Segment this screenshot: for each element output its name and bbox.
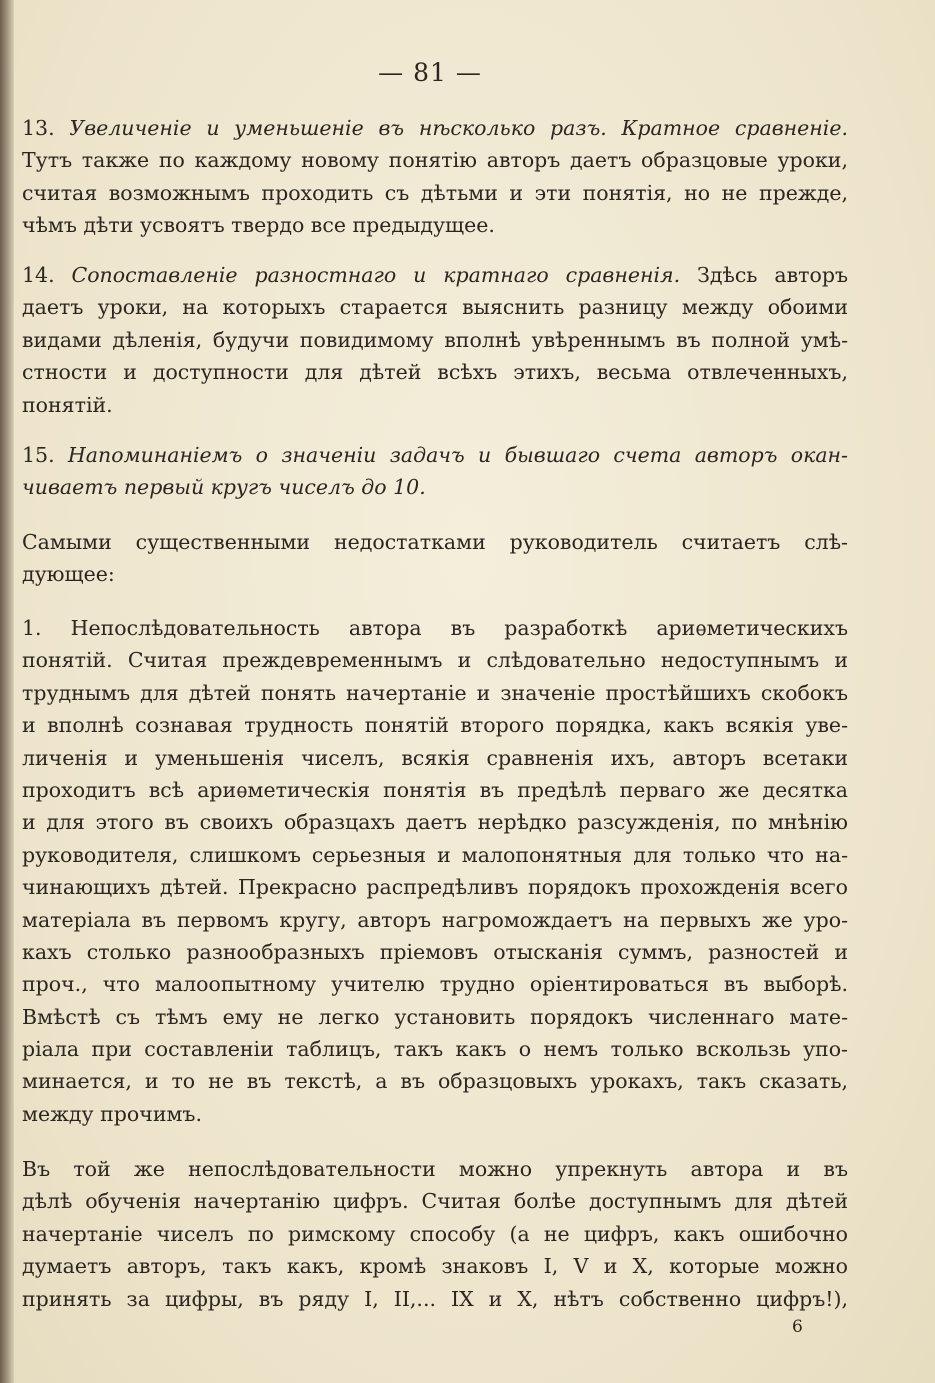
text-line xyxy=(22,839,848,871)
binding-edge xyxy=(0,0,14,1383)
text-line xyxy=(22,1065,848,1097)
text-segment: Тутъ также по каждому новому понятiю авторъ даетъ образцовые уроки, xyxy=(22,148,848,173)
page-number: — 81 — xyxy=(378,58,482,87)
text-line xyxy=(22,389,848,421)
text-segment: рiала при составленiи таблицъ, такъ какъ о немъ только вскользь упо- xyxy=(22,1037,848,1062)
text-segment: чинающихъ дѣтей. Прекрасно распредѣливъ порядокъ прохожденiя всего xyxy=(22,875,848,900)
text-line xyxy=(22,774,848,806)
text-segment: и для этого въ своихъ образцахъ даетъ нерѣдко разсужденiя, по мнѣнiю xyxy=(22,810,848,835)
text-segment: и вполнѣ сознавая трудность понятiй второго порядка, какъ всякiя уве- xyxy=(22,713,848,738)
text-line xyxy=(22,1218,848,1250)
text-line xyxy=(22,677,848,709)
text-line xyxy=(22,1033,848,1065)
text-segment: дующее: xyxy=(22,562,115,587)
text-segment: Вмѣстѣ съ тѣмъ ему не легко установить порядокъ численнаго мате- xyxy=(22,1004,848,1029)
text-segment: между прочимъ. xyxy=(22,1101,202,1126)
italic-text: чиваетъ первый кругъ чиселъ до 10. xyxy=(22,475,426,500)
text-line xyxy=(22,1153,848,1185)
text-segment: 1. Непослѣдовательность автора въ разработкѣ ариѳметическихъ xyxy=(22,616,848,640)
text-segment: руководителя, слишкомъ серьезныя и малопонятныя для только что на- xyxy=(22,842,848,867)
text-line xyxy=(22,936,848,968)
text-segment: начертанiе чиселъ по римскому способу (а не цифръ, какъ ошибочно xyxy=(22,1221,848,1246)
text-segment: минается, и то не въ текстѣ, а въ образцовыхъ урокахъ, такъ сказать, xyxy=(22,1069,848,1094)
text-line xyxy=(22,1001,848,1033)
text-line xyxy=(22,439,848,471)
text-line xyxy=(22,644,848,676)
text-line xyxy=(22,291,848,323)
text-segment: проходитъ всѣ ариѳметическiя понятiя въ предѣлѣ перваго же десятка xyxy=(22,777,848,802)
text-line xyxy=(22,1250,848,1282)
text-line xyxy=(22,709,848,741)
text-segment: чѣмъ дѣти усвоятъ твердо все предыдущее. xyxy=(22,213,495,238)
text-segment: Самыми существенными недостатками руководитель считаетъ слѣ- xyxy=(22,530,848,554)
italic-text: Напоминанiемъ о значенiи задачъ и бывшаго счета авторъ окан- xyxy=(67,443,848,467)
text-line xyxy=(22,968,848,1000)
text-line xyxy=(22,324,848,356)
text-line xyxy=(22,356,848,388)
text-line xyxy=(22,471,848,503)
text-line xyxy=(22,209,848,241)
text-segment: считая возможнымъ проходить съ дѣтьми и эти понятiя, но не прежде, xyxy=(22,180,848,205)
text-line xyxy=(22,259,848,291)
text-segment: даетъ уроки, на которыхъ старается выяснить разницу между обоими xyxy=(22,295,848,320)
text-segment: кахъ столько разнообразныхъ прiемовъ отысканiя суммъ, разностей и xyxy=(22,939,848,964)
text-segment: Въ той же непослѣдовательности можно упрекнуть автора и въ xyxy=(22,1157,848,1181)
text-segment: понятiй. xyxy=(22,392,113,417)
signature-mark: 6 xyxy=(792,1317,803,1337)
paragraph xyxy=(22,439,848,504)
text-line xyxy=(22,526,848,558)
paragraph xyxy=(22,1153,848,1315)
text-segment: понятiй. Считая преждевременнымъ и слѣдовательно недоступнымъ и xyxy=(22,648,848,673)
text-segment: 14. xyxy=(22,263,72,287)
text-segment: видами дѣленiя, будучи повидимому вполнѣ увѣреннымъ въ полной умѣ- xyxy=(22,327,848,352)
paragraph xyxy=(22,526,848,591)
text-line xyxy=(22,1283,848,1315)
text-segment: труднымъ для дѣтей понять начертанiе и значенiе простѣйшихъ скобокъ xyxy=(22,680,848,705)
italic-text: Сопоставленiе разностнаго и кратнаго сравненiя. xyxy=(71,263,681,287)
paragraph xyxy=(22,612,848,1130)
text-line xyxy=(22,144,848,176)
text-line xyxy=(22,904,848,936)
text-segment: Здѣсь авторъ xyxy=(680,263,848,287)
text-line xyxy=(22,742,848,774)
paragraph xyxy=(22,112,848,242)
text-segment: стности и доступности для дѣтей всѣхъ этихъ, весьма отвлеченныхъ, xyxy=(22,360,848,385)
text-segment: 15. xyxy=(22,443,68,467)
text-segment: принять за цифры, въ ряду I, II,... IX и X, нѣтъ собственно цифръ!), xyxy=(22,1286,848,1311)
text-line xyxy=(22,1098,848,1130)
text-line xyxy=(22,558,848,590)
text-line xyxy=(22,871,848,903)
text-segment: думаетъ авторъ, такъ какъ, кромѣ знаковъ I, V и X, которые можно xyxy=(22,1254,848,1279)
italic-text: Увеличенiе и уменьшенiе въ нѣсколько разъ. Кратное сравненiе. xyxy=(69,116,848,140)
text-segment: 13. xyxy=(22,116,70,140)
text-segment: личенiя и уменьшенiя чиселъ, всякiя сравненiя ихъ, авторъ всетаки xyxy=(22,745,848,770)
text-line xyxy=(22,177,848,209)
text-line xyxy=(22,112,848,144)
text-line xyxy=(22,612,848,644)
text-line xyxy=(22,806,848,838)
paragraph xyxy=(22,259,848,421)
text-segment: дѣлѣ обученiя начертанiю цифръ. Считая болѣе доступнымъ для дѣтей xyxy=(22,1189,848,1214)
text-segment: матерiала въ первомъ кругу, авторъ нагромождаетъ на первыхъ же уро- xyxy=(22,907,848,932)
text-line xyxy=(22,1185,848,1217)
text-segment: проч., что малоопытному учителю трудно орiентироваться въ выборѣ. xyxy=(22,972,848,997)
